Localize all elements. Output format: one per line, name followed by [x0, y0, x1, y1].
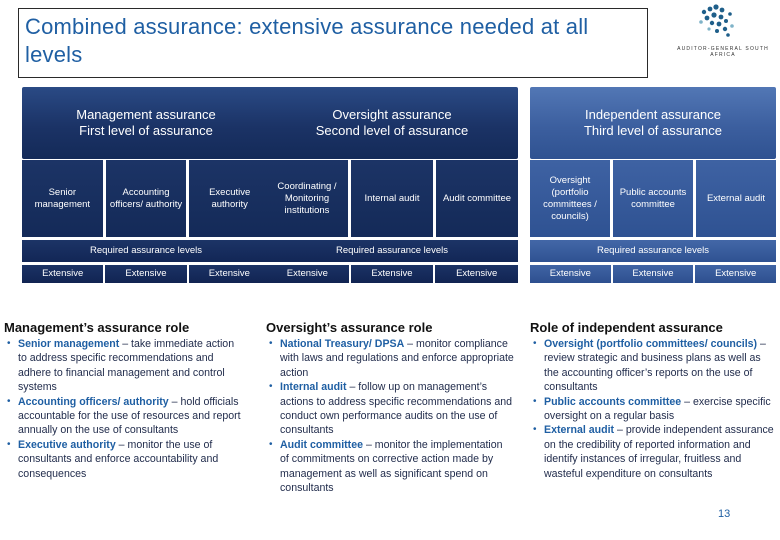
required-assurance-label: Required assurance levels [266, 240, 518, 262]
level-cell: Extensive [530, 265, 611, 283]
required-assurance-label: Required assurance levels [22, 240, 270, 262]
oversight-assurance-column [266, 87, 518, 283]
required-assurance-label: Required assurance levels [530, 240, 776, 262]
level-cell: Extensive [189, 265, 270, 283]
list-item: • Accounting officers/ authority – hold officials accountable for the use of resources and report annually on the use of consultants [7, 395, 241, 437]
role-title: Oversight’s assurance role [266, 320, 433, 335]
level-cell: Extensive [266, 265, 349, 283]
management-assurance-header: Management assurance First level of assurance [22, 87, 270, 159]
bullet-icon: • [269, 438, 273, 450]
slide-title: Combined assurance: extensive assurance needed at all levels [25, 14, 589, 67]
box-executive-authority: Executive authority [189, 160, 270, 237]
box-public-accounts-committee: Public accounts committee [613, 160, 693, 237]
bullet-icon: • [7, 438, 11, 450]
box-accounting-officers: Accounting officers/ authority [106, 160, 187, 237]
list-item: • External audit – provide independent assurance on the credibility of reported information and identify instances of irregular, fruitless and wasteful expenditure on consultants [533, 424, 774, 480]
list-item: • Public accounts committee – exercise specific oversight on a regular basis [533, 395, 771, 423]
role-title: Role of independent assurance [530, 320, 723, 335]
box-coordinating-institutions: Coordinating / Monitoring institutions [266, 160, 348, 237]
list-item: • Senior management – take immediate action to address specific recommendations and adhere to financial management and control systems [7, 338, 235, 394]
level-cell: Extensive [105, 265, 186, 283]
bullet-icon: • [533, 424, 537, 436]
bullet-icon: • [269, 381, 273, 393]
bullet-icon: • [7, 395, 11, 407]
box-internal-audit: Internal audit [351, 160, 433, 237]
management-assurance-column [22, 87, 270, 283]
list-item: • Executive authority – monitor the use of consultants and enforce accountability and consequences [7, 438, 219, 480]
oversight-role-section [266, 320, 514, 495]
management-role-section [4, 320, 244, 481]
bullet-icon: • [7, 338, 11, 349]
independent-assurance-header: Independent assurance Third level of assurance [530, 87, 776, 159]
level-cell: Extensive [351, 265, 434, 283]
bullet-icon: • [533, 395, 537, 407]
role-title: Management’s assurance role [4, 320, 190, 335]
list-item: • Internal audit – follow up on management’s actions to address specific recommendations and conduct own performance audits on the use of consultants [269, 381, 513, 437]
box-audit-committee: Audit committee [436, 160, 518, 237]
box-oversight-committees: Oversight (portfolio committees / councils) [530, 160, 610, 237]
box-external-audit: External audit [696, 160, 776, 237]
logo-caption: AUDITOR-GENERAL SOUTH AFRICA [677, 46, 769, 58]
bullet-icon: • [269, 338, 273, 349]
level-cell: Extensive [613, 265, 694, 283]
level-cell: Extensive [695, 265, 776, 283]
independent-role-section [530, 320, 774, 481]
level-cell: Extensive [22, 265, 103, 283]
independent-assurance-column [530, 87, 776, 283]
page-number: 13 [718, 508, 731, 520]
box-senior-management: Senior management [22, 160, 103, 237]
level-cell: Extensive [435, 265, 518, 283]
bullet-icon: • [533, 338, 537, 349]
list-item: • Oversight (portfolio committees/ councils) – review strategic and business plans as well as the accounting officer’s reports on the use of consultants [533, 338, 766, 394]
logo-emblem-icon [668, 2, 778, 46]
slide-title-box [18, 8, 648, 78]
oversight-assurance-header: Oversight assurance Second level of assurance [266, 87, 518, 159]
list-item: • Audit committee – monitor the implementation of commitments on corrective action made by management as well as significant spend on consultants [269, 438, 503, 495]
list-item: • National Treasury/ DPSA – monitor compliance with laws and regulations and enforce appropriate action [269, 338, 514, 379]
auditor-general-logo [668, 2, 778, 62]
